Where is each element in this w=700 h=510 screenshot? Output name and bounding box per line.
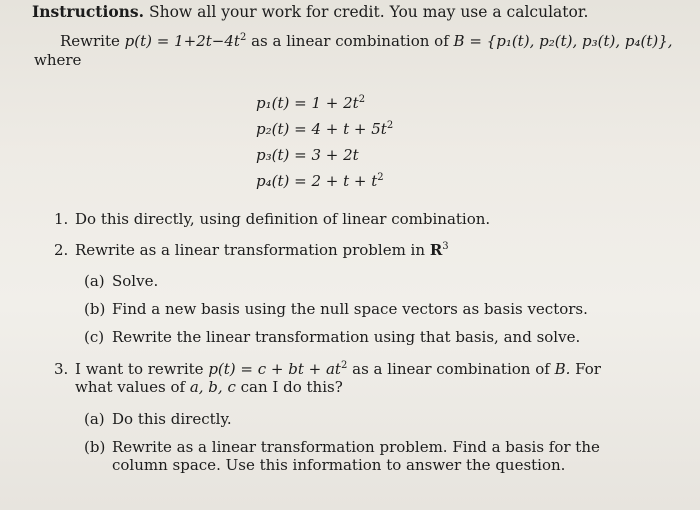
q2-number: 2. bbox=[54, 241, 69, 259]
basis-p2-exp: 2 bbox=[386, 120, 394, 131]
q3-line2-post: can I do this? bbox=[240, 378, 343, 396]
problem-basis-set: B = {p₁(t), p₂(t), p₃(t), p₄(t)}, bbox=[453, 32, 673, 50]
q3-line2 bbox=[75, 378, 343, 396]
basis-p4 bbox=[256, 172, 384, 190]
q2b-text: Find a new basis using the null space vectors as basis vectors. bbox=[112, 300, 588, 318]
basis-p4-lhs: p₄(t) bbox=[256, 172, 290, 190]
q3-text-pre: I want to rewrite bbox=[75, 360, 204, 378]
problem-where: where bbox=[34, 51, 82, 69]
basis-p1 bbox=[256, 94, 365, 112]
q1-text: Do this directly, using definition of linear combination. bbox=[75, 210, 491, 228]
problem-lead: Rewrite bbox=[60, 32, 120, 50]
q3-set: B. bbox=[554, 360, 571, 378]
basis-p1-exp: 2 bbox=[358, 94, 366, 105]
q2a-text: Solve. bbox=[112, 272, 159, 290]
q3-line1 bbox=[75, 360, 601, 378]
basis-p2-lhs: p₂(t) bbox=[256, 120, 290, 138]
basis-p3-rhs: = 3 + 2t bbox=[294, 146, 359, 164]
q2-space: R bbox=[429, 241, 443, 259]
q3-p-def-body: p(t) = c + bt + at bbox=[208, 360, 341, 378]
q3-line2-vars: a, b, c bbox=[189, 378, 236, 396]
problem-as-combo: as a linear combination of bbox=[251, 32, 449, 50]
basis-p3-lhs: p₃(t) bbox=[256, 146, 290, 164]
q3-p-exp: 2 bbox=[340, 360, 348, 371]
q3b-text2: column space. Use this information to answer the question. bbox=[112, 456, 566, 474]
q3-text-end: For bbox=[575, 360, 601, 378]
q2-text-body: Rewrite as a linear transformation problem in bbox=[75, 241, 426, 259]
basis-p4-exp: 2 bbox=[377, 172, 384, 183]
q3a-text: Do this directly. bbox=[112, 410, 232, 428]
q3b-label: (b) bbox=[84, 438, 106, 456]
problem-statement bbox=[60, 32, 673, 50]
q2-text bbox=[75, 241, 449, 259]
q2a-label: (a) bbox=[84, 272, 105, 290]
q3-text-post: as a linear combination of bbox=[352, 360, 550, 378]
q3-line2-pre: what values of bbox=[75, 378, 186, 396]
q2-space-exp: 3 bbox=[442, 241, 449, 252]
q2b-label: (b) bbox=[84, 300, 106, 318]
q3-number: 3. bbox=[54, 360, 69, 378]
basis-p1-rhs: = 1 + 2t bbox=[294, 94, 359, 112]
instructions-text: Show all your work for credit. You may use a calculator. bbox=[149, 3, 589, 21]
problem-p-exp: 2 bbox=[239, 32, 247, 43]
q1-number: 1. bbox=[54, 210, 69, 228]
basis-p1-lhs: p₁(t) bbox=[256, 94, 290, 112]
problem-p-def bbox=[125, 32, 247, 50]
basis-p4-rhs: = 2 + t + t bbox=[294, 172, 378, 190]
instructions-line bbox=[32, 3, 588, 21]
q3a-label: (a) bbox=[84, 410, 105, 428]
problem-p-def-body: p(t) = 1+2t−4t bbox=[124, 32, 240, 50]
basis-p2-rhs: = 4 + t + 5t bbox=[294, 120, 387, 138]
basis-p3 bbox=[256, 146, 359, 164]
basis-p2 bbox=[256, 120, 393, 138]
q2c-label: (c) bbox=[84, 328, 105, 346]
instructions-heading: Instructions. bbox=[32, 2, 145, 21]
q2c-text: Rewrite the linear transformation using that basis, and solve. bbox=[112, 328, 581, 346]
q3b-text: Rewrite as a linear transformation problem. Find a basis for the bbox=[112, 438, 600, 456]
q3-p-def bbox=[208, 360, 347, 378]
